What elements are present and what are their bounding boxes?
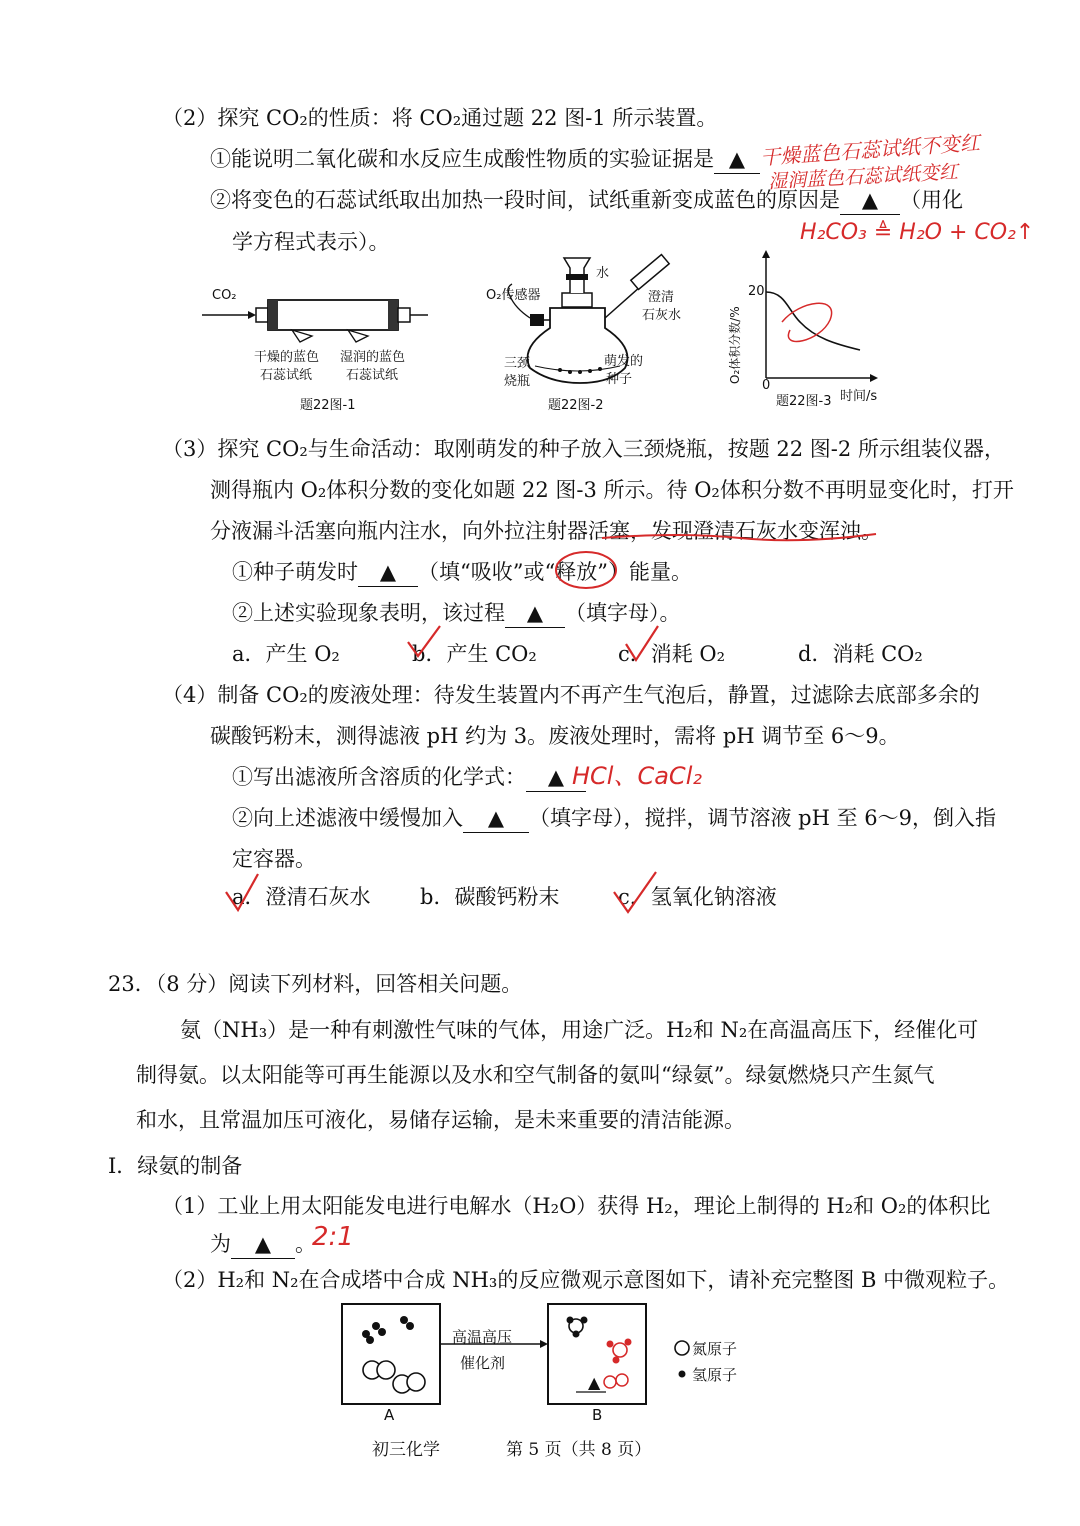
q22-part3-line1: （3）探究 CO₂与生命活动：取刚萌发的种子放入三颈烧瓶，按题 22 图-2 所示组装仪器， [162, 437, 1005, 461]
handwritten-ratio-answer: 2:1 [312, 1222, 354, 1252]
q22-part4-option-c: c．氢氧化钠溶液 [618, 885, 777, 909]
q22-part3-option-a: a．产生 O₂ [232, 642, 340, 666]
answer-blank: ▲ [231, 1230, 295, 1259]
q23-title: 23．（8 分）阅读下列材料，回答相关问题。 [108, 972, 523, 996]
q22-part3-q2-text: ②上述实验现象表明，该过程 [232, 601, 505, 625]
q22-part2-title: （2）探究 CO₂的性质：将 CO₂通过题 22 图-1 所示装置。 [162, 106, 718, 130]
legend-nitrogen-label: 氮原子 [692, 1340, 738, 1358]
condition-catalyst: 催化剂 [460, 1354, 506, 1372]
check-mark-a [222, 868, 262, 916]
answer-blank: ▲ [714, 145, 760, 174]
condition-high-temp-pressure: 高温高压 [452, 1328, 513, 1346]
q22-part2-q2-text: ②将变色的石蕊试纸取出加热一段时间，试纸重新变成蓝色的原因是 [210, 188, 840, 212]
dry-paper-label-2: 石蕊试纸 [260, 368, 313, 383]
q22-part4-option-a: a．澄清石灰水 [232, 885, 371, 909]
o2-sensor [530, 314, 544, 326]
seeds-label: 萌发的 [604, 354, 644, 369]
wet-litmus-paper [348, 330, 368, 342]
q23-part2-line: （2）H₂和 N₂在合成塔中合成 NH₃的反应微观示意图如下，请补充完整图 B 中微观粒子。 [162, 1268, 1010, 1292]
q23-part1-line2 [210, 1230, 316, 1259]
answer-blank: ▲ [505, 599, 565, 628]
footer-page-number: 第 5 页（共 8 页） [506, 1440, 652, 1460]
q22-part2-q2-post: （用化 [900, 188, 963, 212]
q22-part4-option-b: b．碳酸钙粉末 [420, 885, 560, 909]
q22-part3-question1 [232, 558, 692, 587]
q23-paragraph-line1: 氨（NH₃）是一种有刺激性气味的气体，用途广泛。H₂和 N₂在高温高压下，经催化可 [180, 1018, 979, 1042]
origin-label: 0 [762, 378, 771, 393]
syringe [631, 255, 669, 290]
co2-label: CO₂ [212, 288, 237, 303]
check-mark-c2 [610, 866, 660, 918]
q22-part4-question2 [232, 804, 996, 833]
q22-part3-line2: 测得瓶内 O₂体积分数的变化如题 22 图-3 所示。待 O₂体积分数不再明显变化时，打开 [210, 478, 1014, 502]
q22-part3-line3: 分液漏斗活塞向瓶内注水，向外拉注射器活塞，发现澄清石灰水变浑浊。 [210, 519, 882, 543]
q23-part1-line1: （1）工业上用太阳能发电进行电解水（H₂O）获得 H₂，理论上制得的 H₂和 O₂的体积比 [162, 1194, 991, 1218]
flask-label: 三颈 [504, 356, 531, 371]
q22-part3-q2-post: （填字母）。 [565, 601, 681, 625]
q22-part3-option-d: d．消耗 CO₂ [798, 642, 923, 666]
q22-part3-question2 [232, 599, 681, 628]
flask-label-2: 烧瓶 [504, 374, 531, 389]
q22-part4-q1-text: ①写出滤液所含溶质的化学式： [232, 765, 526, 789]
water-label: 水 [596, 266, 610, 281]
handwritten-answer-dry-paper: 干燥蓝色石蕊试纸不变红 [759, 130, 981, 170]
check-mark-b [404, 622, 444, 662]
q22-part3-option-b: b．产生 CO₂ [412, 642, 537, 666]
q23-section-1-heading: I．绿氨的制备 [108, 1154, 243, 1178]
wet-paper-label-2: 石蕊试纸 [346, 368, 399, 383]
q23-part1-pre: 为 [210, 1232, 231, 1256]
q22-part2-q2-continuation: 学方程式表示）。 [232, 230, 390, 254]
q22-part3-option-c: c．消耗 O₂ [618, 642, 726, 666]
handwritten-answer-wet-paper: 湿润蓝色石蕊试纸变红 [767, 161, 959, 193]
q22-part3-q1-post: （填“吸收”或“释放”）能量。 [418, 560, 692, 584]
handwritten-formula-answer: HCl、CaCl₂ [572, 762, 702, 790]
q22-part4-q2-continuation: 定容器。 [232, 847, 316, 871]
box-a [342, 1304, 440, 1404]
q23-part1-post: 。 [295, 1232, 316, 1256]
glass-tube [268, 300, 398, 330]
o2-curve [766, 292, 860, 350]
figure-22-3-caption: 题22图-3 [776, 394, 832, 409]
answer-blank: ▲ [358, 558, 418, 587]
q22-part2-question2 [210, 186, 963, 215]
o2-sensor-label: O₂传感器 [486, 288, 541, 303]
answer-blank: ▲ [526, 763, 586, 792]
wet-paper-label: 湿润的蓝色 [340, 350, 406, 365]
figure-22-1-caption: 题22图-1 [300, 398, 356, 413]
dry-litmus-paper [292, 330, 312, 342]
y-tick-20: 20 [748, 284, 765, 299]
check-mark-c [622, 622, 662, 666]
seeds-label-2: 种子 [606, 372, 633, 387]
q22-part2-question1 [210, 145, 760, 174]
q22-part4-q2-post: （填字母），搅拌，调节溶液 pH 至 6～9，倒入指 [529, 806, 997, 830]
q22-part3-q1-text: ①种子萌发时 [232, 560, 358, 584]
handwritten-chemical-equation: H₂CO₃ ≜ H₂O + CO₂↑ [800, 220, 1035, 245]
handwritten-circle-release [552, 548, 622, 592]
q23-paragraph-line3: 和水，且常温加压可液化，易储存运输，是未来重要的清洁能源。 [136, 1108, 745, 1132]
answer-blank: ▲ [840, 186, 900, 215]
hydrogen-atom-legend-icon [679, 1371, 686, 1378]
q22-part4-line2: 碳酸钙粉末，测得滤液 pH 约为 3。废液处理时，需将 pH 调节至 6～9。 [210, 724, 900, 748]
legend-hydrogen-label: 氢原子 [692, 1366, 738, 1384]
footer-subject: 初三化学 [372, 1440, 440, 1460]
x-axis-label: 时间/s [840, 389, 878, 404]
limewater-label: 澄清 [648, 290, 675, 305]
figure-22-3-graph [760, 250, 880, 384]
dry-paper-label: 干燥的蓝色 [254, 350, 320, 365]
q22-part2-q1-text: ①能说明二氧化碳和水反应生成酸性物质的实验证据是 [210, 147, 714, 171]
nitrogen-atom-legend-icon [675, 1341, 689, 1355]
q22-part4-q2-text: ②向上述滤液中缓慢加入 [232, 806, 463, 830]
figure-22-2-caption: 题22图-2 [548, 398, 604, 413]
svg-text:▲: ▲ [588, 1373, 601, 1392]
q22-part4-line1: （4）制备 CO₂的废液处理：待发生装置内不再产生气泡后，静置，过滤除去底部多余的 [162, 683, 980, 707]
label-a: A [384, 1406, 395, 1424]
limewater-label-2: 石灰水 [642, 308, 682, 323]
handwritten-underline [600, 524, 880, 544]
y-axis-label: O₂体积分数/% [728, 306, 742, 384]
q23-paragraph-line2: 制得氨。以太阳能等可再生能源以及水和空气制备的氨叫“绿氨”。绿氨燃烧只产生氮气 [136, 1063, 935, 1087]
q22-part4-question1 [232, 763, 586, 792]
answer-blank: ▲ [463, 804, 529, 833]
label-b: B [592, 1406, 603, 1424]
